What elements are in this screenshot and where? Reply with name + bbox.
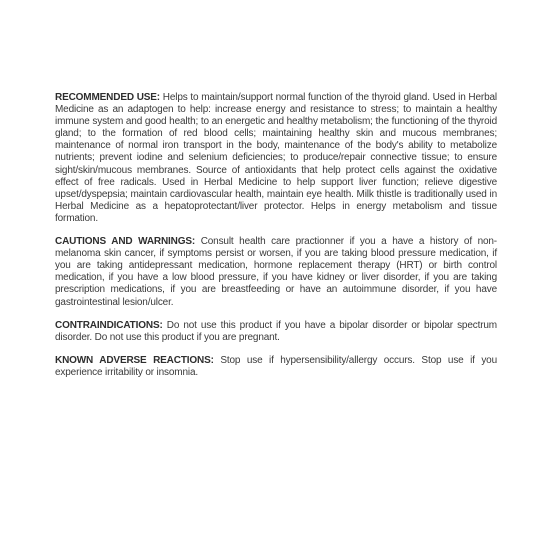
recommended-use-section — [55, 92, 497, 225]
cautions-and-warnings-heading: CAUTIONS AND WARNINGS: — [55, 236, 201, 248]
contraindications-body: Do not use this product if you have a bipolar disorder or bipolar spectrum disorder. Do not use this product if you are pregnant. — [55, 319, 497, 343]
contraindications-section — [55, 320, 497, 344]
known-adverse-reactions-body: Stop use if hypersensibility/allergy occurs. Stop use if you experience irritability or insomnia. — [55, 354, 497, 378]
label-text-panel — [55, 92, 497, 390]
recommended-use-heading: RECOMMENDED USE: — [55, 92, 163, 103]
recommended-use-body: Helps to maintain/support normal function of the thyroid gland. Used in Herbal Medicine as an adaptogen to help: increase energy and resistance to stress; to maintain a healthy immune system and good health; to an energetic and healthy metabolism; the functioning of the thyroid gland; to the formation of red blood cells; maintaining healthy skin and mucous membranes; maintenance of normal iron transport in the body, maintenance of the body's ability to metabolize nutrients; prevent iodine and selenium deficiencies; to produce/repair connective tissue; to ensure sight/skin/mucous membranes. Source of antioxidants that help protect cells against the oxidative effect of free radicals. Used in Herbal Medicine to help support liver function; relieve digestive upset/dyspepsia; maintain cardiovascular health, maintain eye health. Milk thistle is traditionally used in Herbal Medicine as a hepatoprotectant/liver protector. Helps in energy metabolism and tissue formation. — [55, 92, 497, 224]
contraindications-heading: CONTRAINDICATIONS: — [55, 319, 167, 331]
cautions-and-warnings-body: Consult health care practionner if you a have a history of non-melanoma skin cancer, if symptoms persist or worsen, if you are taking blood pressure medication, if you are taking antidepressant medication, hormone replacement therapy (HRT) or birth control medication, if you have a low blood pressure, if you have kidney or liver disorder, if you are taking prescription medications, if you are breastfeeding or have an autoimmune disorder, if you have gastrointestinal lesion/ulcer. — [55, 236, 497, 308]
known-adverse-reactions-section — [55, 355, 497, 379]
cautions-and-warnings-section — [55, 236, 497, 309]
known-adverse-reactions-heading: KNOWN ADVERSE REACTIONS: — [55, 354, 221, 366]
